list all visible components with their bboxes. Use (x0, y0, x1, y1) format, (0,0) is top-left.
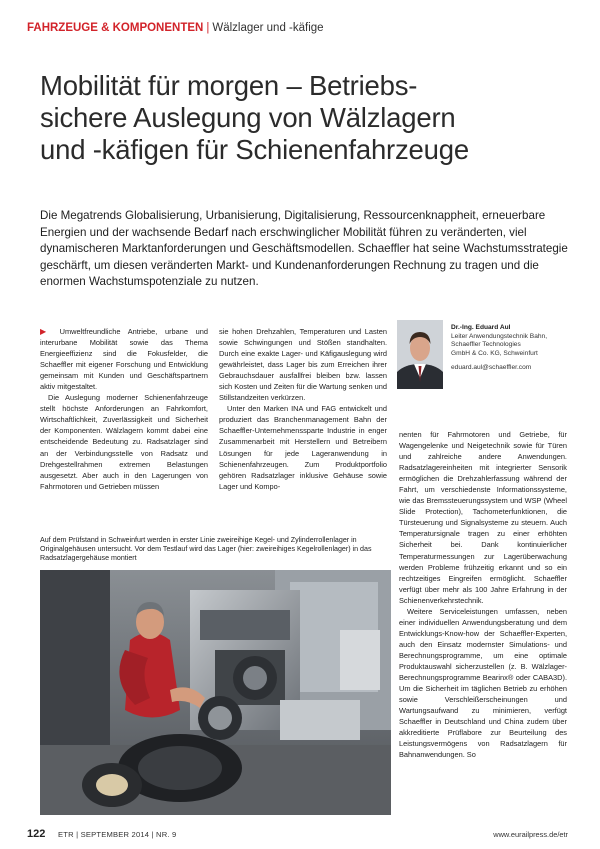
body-paragraph: Die Auslegung moderner Schienenfahrzeuge stellt höchste Anforderungen an Fahrkomfort, Wirtschaftlichkeit, Zuverlässigkeit und Sicherheit der Komponenten. Wälzlagern kommt dabei eine entscheidende Bedeutung zu. Radsatzlager sind an der Verbindungsstelle von Radsatz und Drehgestellrahmen extremen Belastungen ausgesetzt. Aber auch in den Lagerungen von Fahrmotoren und Getrieben müssen (40, 393, 208, 491)
test-bench-photo (40, 570, 391, 815)
title-line-3: und -käfigen für Schienenfahrzeuge (40, 134, 469, 165)
body-column-1 (40, 326, 208, 492)
author-email[interactable]: eduard.aul@schaeffler.com (451, 364, 532, 372)
section-label: FAHRZEUGE & KOMPONENTEN (27, 22, 204, 34)
body-text: Umweltfreundliche Antriebe, urbane und interurbane Mobilität sowie das Thema Energieeffizienz sind die Fokusfelder, die Schaeffler mit eigener Forschung und Entwicklung gemeinsam mit Kunden und Geschäftspartnern aktiv mitgestaltet. (40, 327, 209, 392)
author-info (451, 324, 571, 373)
author-role: Leiter Anwendungstechnik Bahn, (451, 332, 548, 340)
author-company: Schaeffler Technologies (451, 341, 521, 349)
article-title (40, 70, 570, 166)
page-number: 122 (27, 828, 46, 840)
section-header (27, 19, 587, 37)
test-bench-image (40, 570, 391, 815)
topic-label: Wälzlager und -käfige (212, 22, 324, 34)
body-paragraph: nenten für Fahrmotoren und Getriebe, für Wagengelenke und Neigetechnik sowie für Türen und zahlreiche andere Anwendungen. Radsatzlagereinheiten mit integrierter Sensorik ermöglichen die Drehzahlerfassung während der Fahrt, um verschiedenste Informationssysteme, wie das Bremssteuerungssystem und WSP (Wheel Slide Protection), Tachometerfunktionen, die Türsteuerung und Signalsysteme zu steuern. Auch Temperatursignale tragen zu einer erhöhten Sicherheit bei. Dank kontinuierlicher Temperaturmessungen zur Lagerüberwachung werden Probleme frühzeitig erkannt und so ein rechtzeitiges Eingreifen ermöglicht. Schaeffler verfügt über mehr als 100 Jahre Erfahrung in der Schienenverkehrstechnik. (399, 430, 567, 605)
author-location: GmbH & Co. KG, Schweinfurt (451, 349, 538, 357)
author-name: Dr.-Ing. Eduard Aul (451, 324, 511, 331)
body-column-3 (399, 429, 567, 760)
page-footer (0, 812, 600, 849)
author-box (397, 318, 570, 388)
journal-url[interactable]: www.eurailpress.de/etr (493, 830, 568, 839)
figure-caption: Auf dem Prüfstand in Schweinfurt werden in erster Linie zweireihige Kegel- und Zylinderrollenlager in Originalgehäusen untersucht. Vor dem Testlauf wird das Lager (hier: zweireihiges Kegelrollenlager) in das Radsatzlagergehäuse montiert (40, 536, 372, 562)
title-line-2: sichere Auslegung von Wälzlagern (40, 102, 456, 133)
author-photo (397, 320, 443, 389)
paragraph-arrow-icon: ▶ (40, 327, 60, 336)
article-lead: Die Megatrends Globalisierung, Urbanisierung, Digitalisierung, Ressourcenknappheit, erneuerbare Energien und der wachsende Bedarf nach erschwinglicher Mobilität führen zu veränderten, viel dynamischeren Marktanforderungen und Geschäftsmodellen. Schaeffler hat seine Wachstumsstrategie geschärft, um diesen veränderten Markt- und Kundenanforderungen Rechnung zu tragen und die enormen Wachstumspotenziale zu nutzen. (40, 209, 568, 289)
body-column-2 (219, 326, 387, 492)
body-paragraph (40, 326, 208, 392)
header-separator: | (206, 22, 210, 34)
issue-info: ETR | SEPTEMBER 2014 | NR. 9 (58, 830, 177, 839)
author-portrait-image (397, 320, 443, 389)
body-paragraph: Weitere Serviceleistungen umfassen, neben einer individuellen Anwendungsberatung und dem Entwicklungs-Know-how der Schaeffler-Experten, auch den Einsatz modernster Simulations- und Berechnungsprogramme, um eine optimale Produktauswahl sicherzustellen (z. B. Wälzlager-Berechnungsprogramme Bearinx® oder CABA3D). Um die Sicherheit im täglichen Betrieb zu erhöhen sowie Verschleißerscheinungen und Wartungsaufwand zu minimieren, verfügt Schaeffler in Deutschland und China zudem über akkreditierte Prüflabore zur Beurteilung des Leistungsvermögens von Radsatzlagern für Bahnanwendungen. So (399, 606, 567, 760)
title-line-1: Mobilität für morgen – Betriebs- (40, 70, 418, 101)
body-paragraph: sie hohen Drehzahlen, Temperaturen und Lasten sowie Schwingungen und Stößen standhalten. Durch eine exakte Lager- und Käfigauslegung wird gewährleistet, dass Lager bis zum Erreichen ihrer Gebrauchsdauer ausfallfrei bleiben bzw. lassen sich Kosten und Zeiten für die Wartung senken und Stillstandzeiten verkürzen. (219, 327, 387, 403)
body-paragraph: Unter den Marken INA und FAG entwickelt und produziert das Branchenmanagement Bahn der Schaeffler-Unternehmenssparte Industrie in enger Zusammenarbeit mit Herstellern und Betreibern Lösungen für jede Lageranwendung in Schienenfahrzeugen. Zum Produktportfolio gehören Radsatzlager inklusive Gehäuse sowie Lager und Kompo- (219, 404, 387, 491)
